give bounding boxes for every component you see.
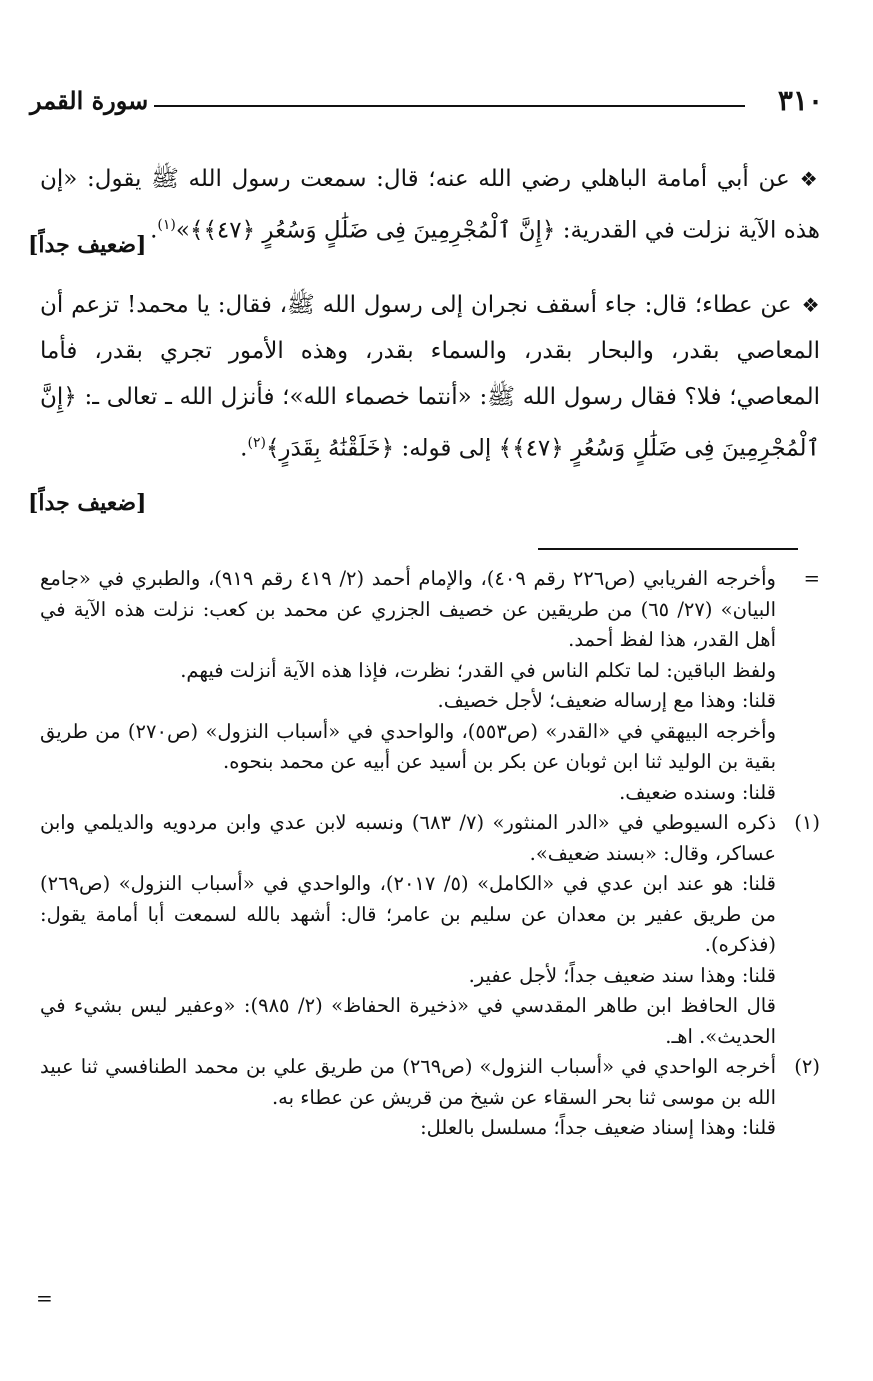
star-ornament-icon: ❖	[801, 293, 820, 317]
footnotes	[40, 564, 820, 1144]
hadith-2-text: عن عطاء؛ قال: جاء أسقف نجران إلى رسول الله ﷺ، فقال: يا محمد! تزعم أن المعاصي بقدر، والبحار بقدر، والسماء بقدر، وهذه الأمور تجري بقدر، فأما المعاصي؛ فلا؟ فقال رسول الله ﷺ: «أنتما خصماء الله»؛ فأنزل الله ـ تعالى ـ: ﴿إِنَّ ٱلْمُجْرِمِينَ فِى ضَلَٰلٍ وَسُعُرٍ ﴿٤٧﴾﴾ إلى قوله: ﴿خَلَقْنَٰهُ بِقَدَرٍ﴾	[40, 292, 820, 462]
page-end-marker: =	[36, 1286, 53, 1310]
footnote-ref-1[interactable]: (١)	[157, 217, 176, 233]
hadith-1	[40, 156, 820, 254]
footnote-line: قلنا: وسنده ضعيف.	[619, 780, 776, 804]
grade-label-1: [ضعيف جداً]	[28, 232, 147, 258]
surah-title: سورة القمر	[30, 86, 149, 115]
page-header	[30, 84, 823, 124]
footnote-marker: (١)	[794, 811, 820, 834]
footnote-line: قلنا: وهذا مع إرساله ضعيف؛ لأجل خصيف.	[437, 689, 776, 712]
footnote-continuation	[40, 564, 820, 808]
star-ornament-icon: ❖	[799, 167, 820, 191]
page-number: ٣١٠	[777, 84, 823, 117]
footnote-2	[40, 1052, 820, 1144]
footnote-line: ولفظ الباقين: لما تكلم الناس في القدر؛ نظرت، فإذا هذه الآية أنزلت فيهم.	[180, 658, 776, 682]
grade-label-2: [ضعيف جداً]	[28, 490, 147, 516]
footnote-line: قلنا: وهذا إسناد ضعيف جداً؛ مسلسل بالعلل:	[420, 1116, 776, 1139]
footnote-line: قلنا: هو عند ابن عدي في «الكامل» (٥/ ٢٠١٧)، والواحدي في «أسباب النزول» (ص٢٦٩) من طريق عفير بن معدان عن سليم بن عامر؛ قال: أشهد بالله لسمعت أبا أمامة يقول: (فذكره).	[40, 872, 777, 956]
footnote-ref-2[interactable]: (٢)	[247, 435, 266, 451]
footnote-line: وأخرجه الفريابي (ص٢٢٦ رقم ٤٠٩)، والإمام أحمد (٢/ ٤١٩ رقم ٩١٩)، والطبري في «جامع البيان» (٢٧/ ٦٥) من طريقين عن خصيف الجزري عن محمد بن كعب: نزلت هذه الآية في أهل القدر، هذا لفظ أحمد.	[40, 567, 776, 651]
footnote-marker: (٢)	[794, 1055, 820, 1078]
footnote-separator	[538, 548, 798, 550]
footnote-marker: =	[803, 567, 820, 590]
footnote-line: قال الحافظ ابن طاهر المقدسي في «ذخيرة الحفاظ» (٢/ ٩٨٥): «وعفير ليس بشيء في الحديث». اهـ.	[40, 994, 776, 1048]
footnote-line: قلنا: وهذا سند ضعيف جداً؛ لأجل عفير.	[468, 963, 776, 987]
header-rule	[154, 105, 745, 107]
footnote-line: ذكره السيوطي في «الدر المنثور» (٧/ ٦٨٣) ونسبه لابن عدي وابن مردويه والديلمي وابن عساكر، وقال: «بسند ضعيف».	[40, 811, 776, 865]
hadith-1-end: .	[150, 217, 158, 244]
footnote-line: وأخرجه البيهقي في «القدر» (ص٥٥٣)، والواحدي في «أسباب النزول» (ص٢٧٠) من طريق بقية بن الوليد ثنا ابن ثوبان عن بكر بن أسيد عن أبيه عن محمد بنحوه.	[40, 719, 777, 773]
footnote-line: أخرجه الواحدي في «أسباب النزول» (ص٢٦٩) من طريق علي بن محمد الطنافسي ثنا عبيد الله بن موسى ثنا بحر السقاء عن شيخ من قريش عن عطاء به.	[40, 1055, 777, 1109]
hadith-1-text: عن أبي أمامة الباهلي رضي الله عنه؛ قال: سمعت رسول الله ﷺ يقول: «إن هذه الآية نزلت في القدرية: ﴿إِنَّ ٱلْمُجْرِمِينَ فِى ضَلَٰلٍ وَسُعُرٍ ﴿٤٧﴾﴾»	[40, 166, 820, 244]
hadith-2-end: .	[240, 435, 248, 462]
hadith-2	[40, 282, 820, 472]
footnote-1	[40, 808, 820, 1052]
